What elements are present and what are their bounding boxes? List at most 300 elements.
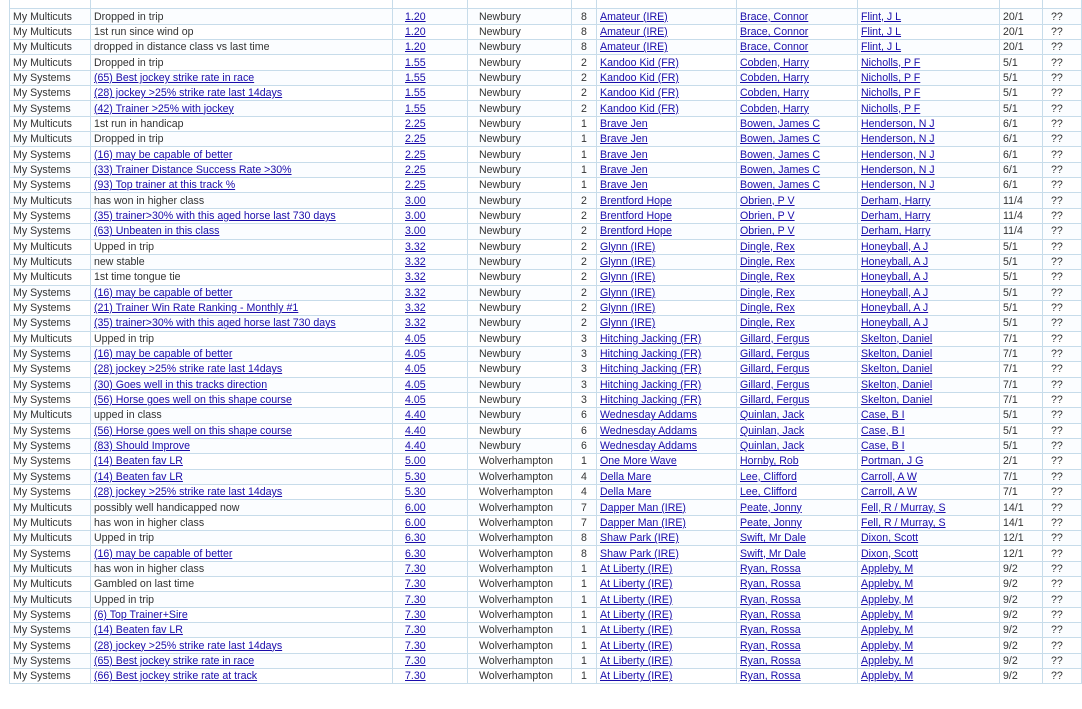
trainer-link[interactable]: Honeyball, A J	[861, 256, 929, 269]
race-time-link[interactable]: 7.30	[405, 639, 426, 652]
trainer-link[interactable]: Henderson, N J	[861, 117, 935, 130]
system-link[interactable]: (14) Beaten fav LR	[94, 624, 183, 637]
trainer-link[interactable]: Skelton, Daniel	[861, 332, 933, 345]
odds-cell: 5/1	[1000, 254, 1043, 269]
table-row	[10, 408, 1082, 423]
horse-link[interactable]: Glynn (IRE)	[600, 240, 656, 253]
horse-cell	[597, 653, 737, 668]
race-time-cell	[393, 285, 468, 300]
horse-link[interactable]: Amateur (IRE)	[600, 41, 668, 54]
race-time-link[interactable]: 1.20	[405, 10, 426, 23]
course-cell: Wolverhampton	[468, 515, 572, 530]
race-time-cell	[393, 147, 468, 162]
horse-link[interactable]: Glynn (IRE)	[600, 302, 656, 315]
race-time-link[interactable]: 3.32	[405, 286, 426, 299]
jockey-link[interactable]: Gillard, Fergus	[740, 348, 810, 361]
jockey-link[interactable]: Dingle, Rex	[740, 240, 795, 253]
horse-link[interactable]: At Liberty (IRE)	[600, 578, 673, 591]
horse-link[interactable]: Glynn (IRE)	[600, 317, 656, 330]
horse-link[interactable]: Kandoo Kid (FR)	[600, 102, 679, 115]
jockey-link[interactable]: Dingle, Rex	[740, 317, 795, 330]
horse-link[interactable]: Brave Jen	[600, 117, 648, 130]
race-time-link[interactable]: 2.25	[405, 148, 426, 161]
horse-link[interactable]: Kandoo Kid (FR)	[600, 56, 679, 69]
system-link[interactable]: (35) trainer>30% with this aged horse last 730 days	[94, 317, 336, 330]
runner-number: 1	[572, 623, 597, 638]
jockey-link[interactable]: Bowen, James C	[740, 148, 821, 161]
horse-cell	[597, 623, 737, 638]
race-time-link[interactable]: 4.40	[405, 409, 426, 422]
race-time-link[interactable]: 6.00	[405, 516, 426, 529]
trainer-link[interactable]: Carroll, A W	[861, 486, 917, 499]
jockey-link[interactable]: Lee, Clifford	[740, 486, 797, 499]
trainer-link[interactable]: Appleby, M	[861, 624, 914, 637]
jockey-link[interactable]: Ryan, Rossa	[740, 593, 801, 606]
trainer-link[interactable]: Henderson, N J	[861, 133, 935, 146]
horse-link[interactable]: Wednesday Addams	[600, 424, 697, 437]
rating-cell: ??	[1043, 147, 1082, 162]
source-cell: My Multicuts	[10, 116, 91, 131]
description-cell: has won in higher class	[91, 515, 393, 530]
source-cell	[10, 0, 91, 9]
race-time-link[interactable]: 7.30	[405, 624, 426, 637]
jockey-cell	[737, 70, 858, 85]
trainer-link[interactable]: Honeyball, A J	[861, 317, 929, 330]
trainer-link[interactable]: Honeyball, A J	[861, 240, 929, 253]
race-time-link[interactable]: 5.30	[405, 486, 426, 499]
table-row	[10, 592, 1082, 607]
odds-cell: 14/1	[1000, 515, 1043, 530]
runner-number: 2	[572, 270, 597, 285]
odds-cell: 9/2	[1000, 653, 1043, 668]
trainer-link[interactable]: Appleby, M	[861, 654, 914, 667]
race-time-link[interactable]: 4.05	[405, 394, 426, 407]
jockey-link	[737, 0, 858, 9]
race-time-link[interactable]: 4.05	[405, 332, 426, 345]
runner-number: 8	[572, 24, 597, 39]
horse-link[interactable]: Della Mare	[600, 486, 652, 499]
trainer-link[interactable]: Henderson, N J	[861, 163, 935, 176]
horse-link[interactable]: Wednesday Addams	[600, 440, 697, 453]
race-time-link[interactable]: 3.32	[405, 256, 426, 269]
horse-link[interactable]: Brave Jen	[600, 179, 648, 192]
jockey-link[interactable]: Gillard, Fergus	[740, 378, 810, 391]
horse-link[interactable]: At Liberty (IRE)	[600, 639, 673, 652]
table-row	[10, 24, 1082, 39]
system-link[interactable]: (56) Horse goes well on this shape course	[94, 394, 292, 407]
trainer-link[interactable]: Derham, Harry	[861, 194, 931, 207]
horse-link[interactable]: Glynn (IRE)	[600, 271, 656, 284]
source-cell: My Systems	[10, 623, 91, 638]
horse-link[interactable]: At Liberty (IRE)	[600, 670, 673, 683]
race-time-link[interactable]: 7.30	[405, 654, 426, 667]
system-link[interactable]: (35) trainer>30% with this aged horse last 730 days	[94, 209, 336, 222]
rating-cell: ??	[1043, 178, 1082, 193]
trainer-link[interactable]: Dixon, Scott	[861, 547, 919, 560]
trainer-link[interactable]: Flint, J L	[861, 25, 902, 38]
jockey-link[interactable]: Ryan, Rossa	[740, 578, 801, 591]
trainer-link[interactable]: Nicholls, P F	[861, 71, 921, 84]
table-row	[10, 178, 1082, 193]
horse-link[interactable]: Glynn (IRE)	[600, 256, 656, 269]
source-cell: My Systems	[10, 101, 91, 116]
rating-cell: ??	[1043, 316, 1082, 331]
jockey-link[interactable]: Brace, Connor	[740, 10, 809, 23]
source-cell: My Multicuts	[10, 561, 91, 576]
trainer-link[interactable]: Fell, R / Murray, S	[861, 516, 946, 529]
table-row	[10, 285, 1082, 300]
horse-link[interactable]: Hitching Jacking (FR)	[600, 348, 702, 361]
race-time-link[interactable]: 7.30	[405, 578, 426, 591]
system-link[interactable]: (93) Top trainer at this track %	[94, 179, 236, 192]
description-cell-cell	[91, 546, 393, 561]
race-time-link[interactable]: 1.55	[405, 56, 426, 69]
system-link[interactable]: (28) jockey >25% strike rate last 14days	[94, 363, 283, 376]
course-cell: Newbury	[468, 331, 572, 346]
jockey-cell	[737, 178, 858, 193]
trainer-link[interactable]: Skelton, Daniel	[861, 394, 933, 407]
jockey-link[interactable]: Cobden, Harry	[740, 87, 809, 100]
trainer-link[interactable]: Appleby, M	[861, 593, 914, 606]
race-time-link[interactable]: 1.20	[405, 25, 426, 38]
race-time-link[interactable]: 4.05	[405, 378, 426, 391]
horse-cell	[597, 254, 737, 269]
jockey-link[interactable]: Cobden, Harry	[740, 56, 809, 69]
odds-cell: 7/1	[1000, 469, 1043, 484]
race-time-link[interactable]: 3.32	[405, 271, 426, 284]
jockey-link[interactable]: Dingle, Rex	[740, 271, 795, 284]
runner-number: 2	[572, 70, 597, 85]
horse-link[interactable]: Brave Jen	[600, 163, 648, 176]
table-row	[10, 392, 1082, 407]
horse-link[interactable]: Shaw Park (IRE)	[600, 547, 679, 560]
jockey-link[interactable]: Peate, Jonny	[740, 516, 802, 529]
rating-cell: ??	[1043, 623, 1082, 638]
description-cell: Upped in trip	[91, 592, 393, 607]
race-time-cell	[393, 116, 468, 131]
runner-number: 8	[572, 546, 597, 561]
jockey-cell	[737, 132, 858, 147]
trainer-link	[858, 0, 1000, 9]
description-cell: Gambled on last time	[91, 577, 393, 592]
course-cell: Wolverhampton	[468, 638, 572, 653]
jockey-link[interactable]: Dingle, Rex	[740, 256, 795, 269]
trainer-cell	[858, 316, 1000, 331]
trainer-link[interactable]: Henderson, N J	[861, 148, 935, 161]
race-time-link[interactable]: 1.55	[405, 71, 426, 84]
jockey-link[interactable]: Ryan, Rossa	[740, 562, 801, 575]
system-link[interactable]: (16) may be capable of better	[94, 286, 233, 299]
description-cell-cell	[91, 469, 393, 484]
trainer-link[interactable]: Appleby, M	[861, 639, 914, 652]
rating-cell: ??	[1043, 208, 1082, 223]
rating-cell: ??	[1043, 392, 1082, 407]
description-cell-cell	[91, 377, 393, 392]
race-time-link[interactable]: 1.20	[405, 41, 426, 54]
odds-cell: 5/1	[1000, 86, 1043, 101]
jockey-link[interactable]: Ryan, Rossa	[740, 608, 801, 621]
jockey-link[interactable]: Cobden, Harry	[740, 71, 809, 84]
rating-cell: ??	[1043, 653, 1082, 668]
race-time-link[interactable]: 4.05	[405, 348, 426, 361]
race-time-link[interactable]: 1.55	[405, 102, 426, 115]
system-link[interactable]: (16) may be capable of better	[94, 148, 233, 161]
trainer-link[interactable]: Flint, J L	[861, 41, 902, 54]
source-cell: My Systems	[10, 362, 91, 377]
course-cell: Newbury	[468, 346, 572, 361]
trainer-link[interactable]: Skelton, Daniel	[861, 378, 933, 391]
horse-link[interactable]: Hitching Jacking (FR)	[600, 332, 702, 345]
horse-link[interactable]: Shaw Park (IRE)	[600, 532, 679, 545]
source-cell: My Systems	[10, 147, 91, 162]
runner-number: 6	[572, 438, 597, 453]
trainer-link[interactable]: Skelton, Daniel	[861, 363, 933, 376]
trainer-link[interactable]: Case, B I	[861, 409, 905, 422]
jockey-link[interactable]: Ryan, Rossa	[740, 639, 801, 652]
horse-link[interactable]: Kandoo Kid (FR)	[600, 87, 679, 100]
horse-link[interactable]: Brave Jen	[600, 148, 648, 161]
race-time-link[interactable]: 3.32	[405, 317, 426, 330]
source-cell: My Systems	[10, 607, 91, 622]
horse-cell	[597, 86, 737, 101]
horse-link[interactable]: At Liberty (IRE)	[600, 562, 673, 575]
jockey-link[interactable]: Cobden, Harry	[740, 102, 809, 115]
race-time-link[interactable]: 3.00	[405, 194, 426, 207]
odds-cell: 9/2	[1000, 592, 1043, 607]
horse-link[interactable]: Kandoo Kid (FR)	[600, 71, 679, 84]
rating-cell: ??	[1043, 331, 1082, 346]
runner-number: 1	[572, 577, 597, 592]
odds-cell: 20/1	[1000, 9, 1043, 24]
table-row	[10, 300, 1082, 315]
jockey-link[interactable]: Swift, Mr Dale	[740, 532, 806, 545]
jockey-link[interactable]: Gillard, Fergus	[740, 363, 810, 376]
description-cell-cell	[91, 316, 393, 331]
system-link[interactable]: (63) Unbeaten in this class	[94, 225, 220, 238]
race-time-link[interactable]: 6.30	[405, 532, 426, 545]
horse-link[interactable]: Amateur (IRE)	[600, 25, 668, 38]
jockey-cell	[737, 116, 858, 131]
jockey-link[interactable]: Quinlan, Jack	[740, 409, 805, 422]
description-cell-cell	[91, 653, 393, 668]
race-time-link[interactable]: 3.00	[405, 225, 426, 238]
jockey-cell	[737, 9, 858, 24]
jockey-link[interactable]: Bowen, James C	[740, 117, 821, 130]
course-cell: Wolverhampton	[468, 454, 572, 469]
race-time-link[interactable]: 2.25	[405, 117, 426, 130]
trainer-link[interactable]: Appleby, M	[861, 608, 914, 621]
runner-number: 2	[572, 224, 597, 239]
trainer-link[interactable]: Case, B I	[861, 424, 905, 437]
description-cell-cell	[91, 438, 393, 453]
odds-cell: 5/1	[1000, 423, 1043, 438]
race-time-link[interactable]: 7.30	[405, 562, 426, 575]
race-time-link[interactable]: 4.40	[405, 424, 426, 437]
jockey-link[interactable]: Quinlan, Jack	[740, 440, 805, 453]
jockey-link[interactable]: Bowen, James C	[740, 133, 821, 146]
race-time-cell	[393, 577, 468, 592]
trainer-link[interactable]: Flint, J L	[861, 10, 902, 23]
system-link[interactable]: (66) Best jockey strike rate at track	[94, 670, 258, 683]
trainer-link[interactable]: Dixon, Scott	[861, 532, 919, 545]
horse-link[interactable]: Brave Jen	[600, 133, 648, 146]
jockey-link[interactable]: Hornby, Rob	[740, 455, 799, 468]
horse-link[interactable]: At Liberty (IRE)	[600, 593, 673, 606]
trainer-link[interactable]: Nicholls, P F	[861, 87, 921, 100]
trainer-cell	[858, 162, 1000, 177]
system-link[interactable]: (28) jockey >25% strike rate last 14days	[94, 486, 283, 499]
jockey-link[interactable]: Gillard, Fergus	[740, 332, 810, 345]
source-cell: My Systems	[10, 669, 91, 684]
horse-link[interactable]: Wednesday Addams	[600, 409, 697, 422]
horse-link[interactable]: Hitching Jacking (FR)	[600, 378, 702, 391]
trainer-link[interactable]: Skelton, Daniel	[861, 348, 933, 361]
jockey-link[interactable]: Brace, Connor	[740, 41, 809, 54]
horse-link[interactable]: Hitching Jacking (FR)	[600, 363, 702, 376]
race-time-link[interactable]: 6.30	[405, 547, 426, 560]
system-link[interactable]: (14) Beaten fav LR	[94, 455, 183, 468]
trainer-link[interactable]: Henderson, N J	[861, 179, 935, 192]
system-link[interactable]: (33) Trainer Distance Success Rate >30%	[94, 163, 292, 176]
system-link[interactable]: (16) may be capable of better	[94, 547, 233, 560]
trainer-link[interactable]: Honeyball, A J	[861, 271, 929, 284]
jockey-link[interactable]: Ryan, Rossa	[740, 670, 801, 683]
horse-link[interactable]: At Liberty (IRE)	[600, 624, 673, 637]
jockey-link[interactable]: Ryan, Rossa	[740, 654, 801, 667]
system-link[interactable]: (83) Should Improve	[94, 440, 190, 453]
trainer-link[interactable]: Derham, Harry	[861, 209, 931, 222]
jockey-link[interactable]: Quinlan, Jack	[740, 424, 805, 437]
odds-cell: 5/1	[1000, 316, 1043, 331]
trainer-link[interactable]: Appleby, M	[861, 578, 914, 591]
jockey-link[interactable]: Lee, Clifford	[740, 470, 797, 483]
race-time-link[interactable]: 4.05	[405, 363, 426, 376]
horse-link[interactable]: One More Wave	[600, 455, 677, 468]
jockey-cell	[737, 331, 858, 346]
trainer-link[interactable]: Appleby, M	[861, 562, 914, 575]
runner-number: 2	[572, 285, 597, 300]
jockey-link[interactable]: Ryan, Rossa	[740, 624, 801, 637]
race-time-link[interactable]: 2.25	[405, 133, 426, 146]
jockey-link[interactable]: Peate, Jonny	[740, 501, 802, 514]
jockey-link[interactable]: Bowen, James C	[740, 179, 821, 192]
trainer-link[interactable]: Appleby, M	[861, 670, 914, 683]
trainer-link[interactable]: Case, B I	[861, 440, 905, 453]
jockey-link[interactable]: Swift, Mr Dale	[740, 547, 806, 560]
horse-link[interactable]: At Liberty (IRE)	[600, 654, 673, 667]
trainer-link[interactable]: Nicholls, P F	[861, 56, 921, 69]
race-time-link[interactable]: 3.32	[405, 240, 426, 253]
jockey-link[interactable]: Obrien, P V	[740, 194, 795, 207]
trainer-link[interactable]: Nicholls, P F	[861, 102, 921, 115]
course-cell: Newbury	[468, 178, 572, 193]
runner-number: 6	[572, 408, 597, 423]
jockey-link[interactable]: Brace, Connor	[740, 25, 809, 38]
odds-cell: 5/1	[1000, 239, 1043, 254]
race-time-link[interactable]: 7.30	[405, 593, 426, 606]
jockey-link[interactable]: Dingle, Rex	[740, 286, 795, 299]
system-link[interactable]: (28) jockey >25% strike rate last 14days	[94, 87, 283, 100]
race-time-link[interactable]: 2.25	[405, 163, 426, 176]
horse-link[interactable]: Glynn (IRE)	[600, 286, 656, 299]
race-time-link[interactable]: 7.30	[405, 608, 426, 621]
horse-link[interactable]: Brentford Hope	[600, 209, 672, 222]
horse-link[interactable]: At Liberty (IRE)	[600, 608, 673, 621]
horse-link[interactable]: Amateur (IRE)	[600, 10, 668, 23]
system-link[interactable]: (16) may be capable of better	[94, 348, 233, 361]
race-time-link[interactable]: 1.55	[405, 87, 426, 100]
trainer-link[interactable]: Portman, J G	[861, 455, 924, 468]
course-cell: Wolverhampton	[468, 592, 572, 607]
race-time-link[interactable]: 3.00	[405, 209, 426, 222]
odds-cell: 5/1	[1000, 101, 1043, 116]
horse-link[interactable]: Brentford Hope	[600, 225, 672, 238]
horse-link[interactable]: Hitching Jacking (FR)	[600, 394, 702, 407]
odds-cell: 9/2	[1000, 607, 1043, 622]
runner-number: 3	[572, 377, 597, 392]
table-row	[10, 515, 1082, 530]
jockey-link[interactable]: Obrien, P V	[740, 209, 795, 222]
system-link[interactable]: (14) Beaten fav LR	[94, 470, 183, 483]
jockey-link[interactable]: Obrien, P V	[740, 225, 795, 238]
jockey-link[interactable]: Gillard, Fergus	[740, 394, 810, 407]
system-link[interactable]: (30) Goes well in this tracks direction	[94, 378, 268, 391]
race-time-cell	[393, 454, 468, 469]
system-link[interactable]: (21) Trainer Win Rate Ranking - Monthly #1	[94, 302, 299, 315]
trainer-link[interactable]: Honeyball, A J	[861, 286, 929, 299]
race-time-cell	[393, 162, 468, 177]
trainer-link[interactable]: Carroll, A W	[861, 470, 917, 483]
race-time-link[interactable]: 6.00	[405, 501, 426, 514]
system-link[interactable]: (65) Best jockey strike rate in race	[94, 654, 255, 667]
jockey-link[interactable]: Dingle, Rex	[740, 302, 795, 315]
system-link[interactable]: (56) Horse goes well on this shape course	[94, 424, 292, 437]
race-time-link[interactable]: 7.30	[405, 670, 426, 683]
jockey-cell	[737, 40, 858, 55]
trainer-link[interactable]: Derham, Harry	[861, 225, 931, 238]
rating-cell: ??	[1043, 454, 1082, 469]
course-cell: Newbury	[468, 116, 572, 131]
horse-cell	[597, 638, 737, 653]
jockey-link[interactable]: Bowen, James C	[740, 163, 821, 176]
system-link[interactable]: (28) jockey >25% strike rate last 14days	[94, 639, 283, 652]
table-row	[10, 270, 1082, 285]
jockey-cell	[737, 469, 858, 484]
trainer-cell	[858, 577, 1000, 592]
race-time-link[interactable]: 5.30	[405, 470, 426, 483]
system-link[interactable]: (65) Best jockey strike rate in race	[94, 71, 255, 84]
trainer-link[interactable]: Fell, R / Murray, S	[861, 501, 946, 514]
course-cell: Newbury	[468, 101, 572, 116]
horse-cell	[597, 592, 737, 607]
horse-link[interactable]: Brentford Hope	[600, 194, 672, 207]
horse-link[interactable]: Dapper Man (IRE)	[600, 501, 686, 514]
race-time-link[interactable]: 3.32	[405, 302, 426, 315]
horse-link[interactable]: Dapper Man (IRE)	[600, 516, 686, 529]
odds-cell: 9/2	[1000, 669, 1043, 684]
jockey-cell	[737, 653, 858, 668]
horse-link[interactable]: Della Mare	[600, 470, 652, 483]
system-link[interactable]: (42) Trainer >25% with jockey	[94, 102, 234, 115]
race-time-link[interactable]: 4.40	[405, 440, 426, 453]
trainer-link[interactable]: Honeyball, A J	[861, 302, 929, 315]
race-time-link[interactable]: 5.00	[405, 455, 426, 468]
jockey-cell	[737, 377, 858, 392]
race-time-link[interactable]: 2.25	[405, 179, 426, 192]
runner-number: 2	[572, 300, 597, 315]
system-link[interactable]: (6) Top Trainer+Sire	[94, 608, 188, 621]
race-time-cell	[393, 500, 468, 515]
